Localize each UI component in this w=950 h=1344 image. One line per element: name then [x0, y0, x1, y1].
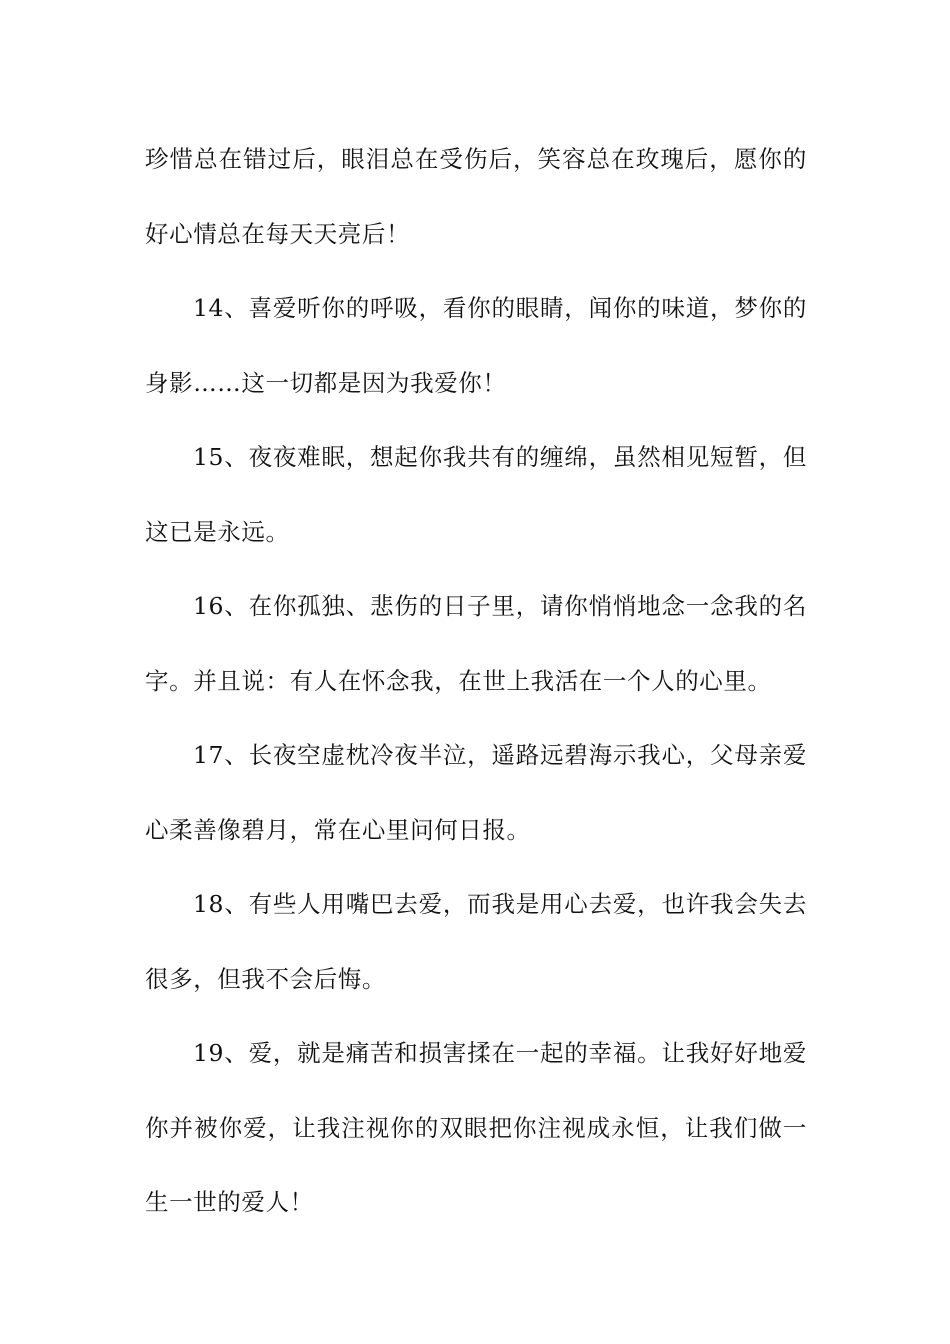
document-page: [145, 122, 807, 1240]
paragraph-item-15: 15、夜夜难眠，想起你我共有的缠绵，虽然相见短暂，但这已是永远。: [145, 443, 807, 546]
paragraph-item-17: 17、长夜空虚枕冷夜半泣，遥路远碧海示我心，父母亲爱心柔善像碧月，常在心里问何日报。: [145, 741, 807, 844]
paragraph-continuation: 珍惜总在错过后，眼泪总在受伤后，笑容总在玫瑰后，愿你的好心情总在每天天亮后！: [145, 145, 807, 248]
paragraph-item-16: 16、在你孤独、悲伤的日子里，请你悄悄地念一念我的名字。并且说：有人在怀念我，在世上我活在一个人的心里。: [145, 592, 807, 695]
paragraph-item-18: 18、有些人用嘴巴去爱，而我是用心去爱，也许我会失去很多，但我不会后悔。: [145, 890, 807, 993]
paragraph-item-14: 14、喜爱听你的呼吸，看你的眼睛，闻你的味道，梦你的身影……这一切都是因为我爱你！: [145, 294, 807, 397]
paragraph-item-19: 19、爱，就是痛苦和损害揉在一起的幸福。让我好好地爱你并被你爱，让我注视你的双眼把你注视成永恒，让我们做一生一世的爱人！: [145, 1039, 807, 1216]
